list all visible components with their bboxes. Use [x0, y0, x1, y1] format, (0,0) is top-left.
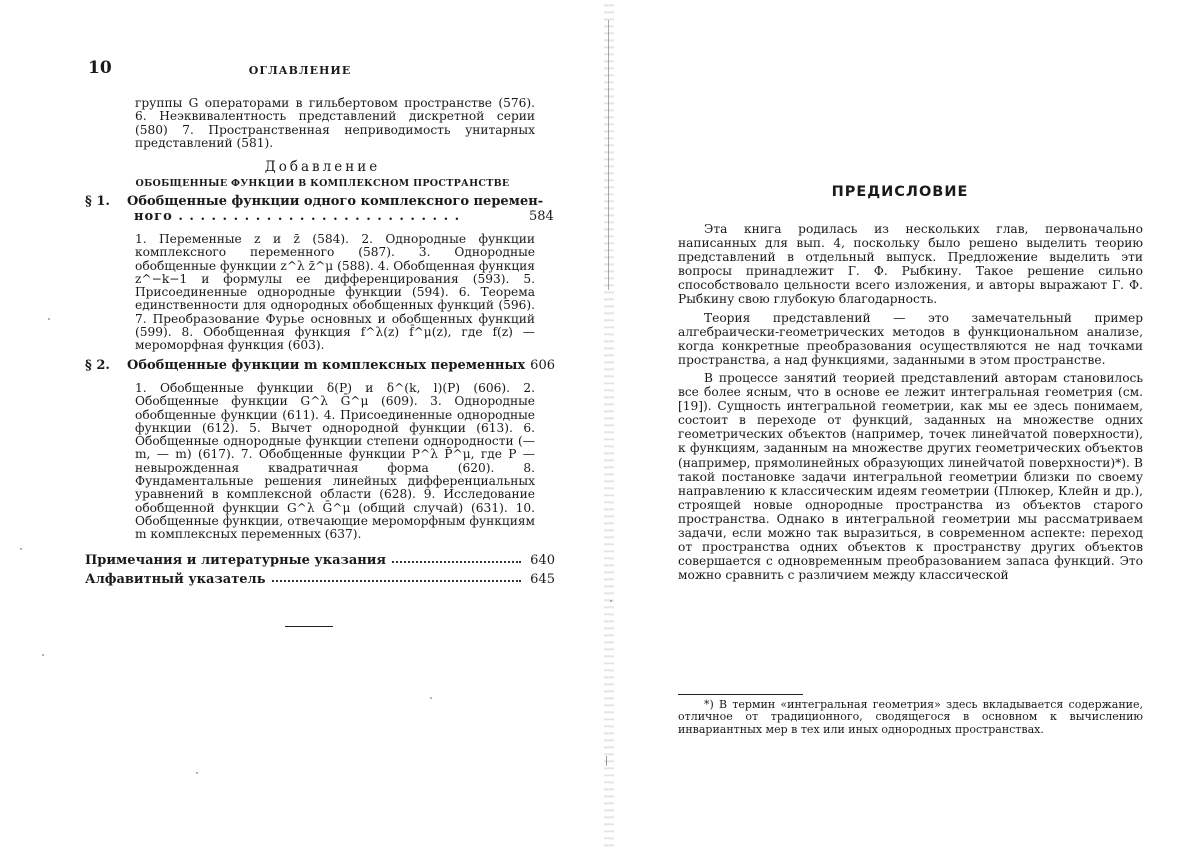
- section-2-contents: 1. Обобщенные функции δ(P) и δ^(k, l)(P) (606). 2. Обобщенные функции G^λ Ḡ^μ (609). 3. Однородные обобщенные функции (611). 4. Присоединенные однородные функции (612). 5. Вычет однородной функции (613). 6. Обобщенные однородные функции степени однородности (— m, — m) (617). 7. Обобщенные функции P^λ P̄^μ, где P — невырожденная квадратичная форма (620). 8. Фундаментальные решения линейных дифференциальных уравнений в комплексной области (628). 9. Исследование обобщенной функции G^λ Ḡ^μ (общий случай) (631). 10. Обобщенные функции, отвечающие мероморфным функциям m комплексных переменных (637).: [135, 381, 535, 542]
- notes-page: 640: [530, 553, 555, 568]
- book-gutter: [604, 0, 614, 848]
- section-2-number: § 2.: [85, 358, 110, 373]
- toc-continuation: группы G операторами в гильбертовом пространстве (576). 6. Неэквивалентность представлений дискретной серии (580) 7. Пространственная неприводимость унитарных представлений (581).: [135, 96, 535, 150]
- scan-speck: [610, 600, 612, 602]
- preface-body: [678, 222, 1143, 586]
- end-rule: [285, 626, 333, 627]
- preface-title: ПРЕДИСЛОВИЕ: [831, 184, 969, 200]
- index-label: Алфавитный указатель: [85, 572, 270, 587]
- section-2-page: 606: [530, 358, 555, 373]
- section-1-title: Обобщенные функции одного комплексного перемен-: [127, 194, 544, 209]
- section-1-page: 584: [529, 209, 554, 224]
- section-1-contents: 1. Переменные z и z̄ (584). 2. Однородные функции комплексного переменного (587). 3. Однородные обобщенные функции z^λ z̄^μ (588). 4. Обобщенная функция z^−k−1 и формулы ее дифференцирования (593). 5. Присоединенные однородные функции (594). 6. Теорема единственности для однородных обобщенных функций (596). 7. Преобразование Фурье основных и обобщенных функций (599). 8. Обобщенная функция f^λ(z) f̄^μ(z), где f(z) — мероморфная функция (603).: [135, 232, 535, 353]
- toc-section-2-heading: [85, 359, 555, 373]
- scan-speck: [48, 318, 50, 320]
- scan-speck: [20, 548, 22, 550]
- toc-section-1-heading: [85, 195, 555, 209]
- section-2-title: Обобщенные функции m комплексных переменных: [127, 358, 526, 373]
- preface-paragraph-2: Теория представлений — это замечательный пример алгебраически-геометрических методов в функциональном анализе, когда конкретные преобразования осуществляются не над точками пространства, а над функциями, заданными в этом пространстве.: [678, 310, 1143, 367]
- footnote: *) В термин «интегральная геометрия» здесь вкладывается содержание, отличное от традиционного, сводящегося в основном к вычислению инвариантных мер в тех или иных однородных пространствах.: [678, 698, 1143, 736]
- scan-speck: [606, 756, 607, 766]
- index-page: 645: [530, 572, 555, 587]
- preface-paragraph-1: Эта книга родилась из нескольких глав, первоначально написанных для вып. 4, поскольку было решено выделить теорию представлений в отдельный выпуск. Предложение выделить эти вопросы принадлежит Г. Ф. Рыбкину. Такое решение сильно способствовало цельности всего изложения, и авторы выражают Г. Ф. Рыбкину свою глубокую благодарность.: [678, 222, 1143, 307]
- scan-speck: [430, 697, 432, 699]
- running-head: ОГЛАВЛЕНИЕ: [248, 64, 352, 77]
- section-1-title-continuation: ного . . . . . . . . . . . . . . . . . . . . . . . . . .: [134, 209, 461, 224]
- page-number: 10: [88, 58, 112, 78]
- toc-index-entry: [85, 572, 555, 587]
- section-1-number: § 1.: [85, 194, 110, 209]
- gutter-line: [608, 20, 609, 290]
- footnote-rule: [678, 694, 803, 695]
- preface-paragraph-3: В процессе занятий теорией представлений авторам становилось все более ясным, что в основе ее лежит интегральная геометрия (см. [19]). Сущность интегральной геометрии, как мы ее здесь понимаем, состоит в переходе от функций, заданных на множестве одних геометрических объектов (например, точек линейчатой поверхности), к функциям, заданным на множестве других геометрических объектов (например, прямолинейных образующих линейчатой поверхности)*). В такой постановке задачи интегральной геометрии близки по своему направлению к классическим идеям геометрии (Плюкер, Клейн и др.), строящей новые однородные пространства из объектов старого пространства. Однако в интегральной геометрии мы рассматриваем задачи, если можно так выразиться, в современном аспекте: переход от пространства одних объектов к пространству других объектов совершается с одновременным преобразованием запаса функций. Это можно сравнить с различием между классической: [678, 370, 1143, 583]
- appendix-subtitle: ОБОБЩЕННЫЕ ФУНКЦИИ В КОМПЛЕКСНОМ ПРОСТРАНСТВЕ: [135, 178, 510, 189]
- toc-notes-entry: [85, 553, 555, 568]
- scan-speck: [42, 654, 44, 656]
- appendix-title: Добавление: [264, 159, 381, 175]
- scan-speck: [196, 772, 198, 774]
- notes-label: Примечания и литературные указания: [85, 553, 390, 568]
